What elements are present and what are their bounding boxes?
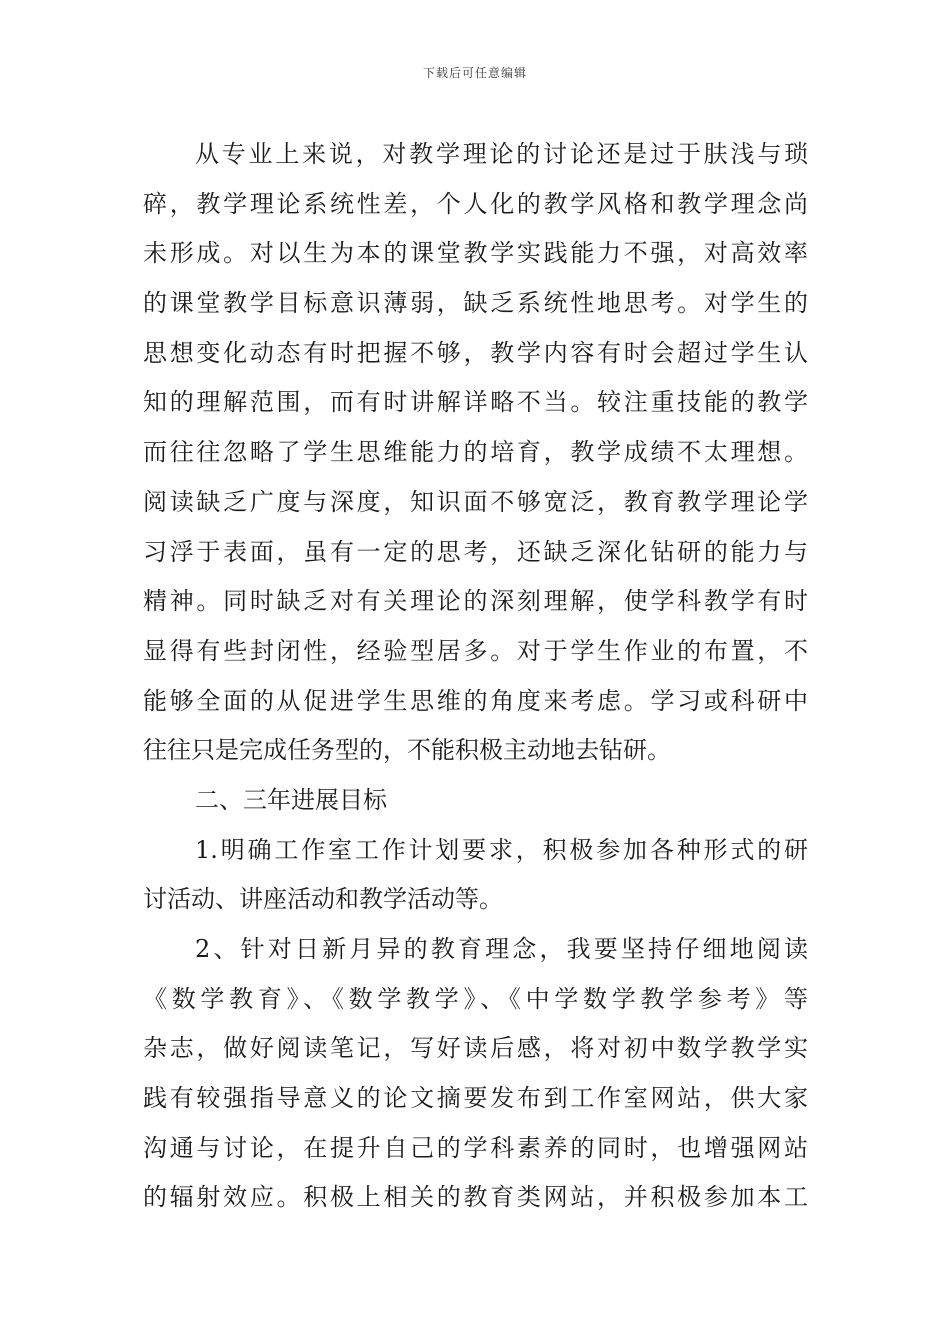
text-line: 的课堂教学目标意识薄弱，缺乏系统性地思考。对学生的	[143, 289, 808, 318]
paragraph-goal-1	[143, 826, 808, 925]
text-line: 杂志，做好阅读笔记，写好读后感，将对初中数学教学实	[143, 1034, 808, 1063]
text-line: 碎，教学理论系统性差，个人化的教学风格和教学理念尚	[143, 189, 808, 218]
text-line: 从专业上来说，对教学理论的讨论还是过于肤浅与琐	[195, 140, 808, 168]
text-line: 践有较强指导意义的论文摘要发布到工作室网站，供大家	[143, 1084, 808, 1113]
text-line: 显得有些封闭性，经验型居多。对于学生作业的布置，不	[143, 636, 808, 665]
text-line: 思想变化动态有时把握不够，教学内容有时会超过学生认	[143, 338, 808, 367]
text-line: 1.明确工作室工作计划要求，积极参加各种形式的研	[195, 835, 808, 864]
text-line: 知的理解范围，而有时讲解详略不当。较注重技能的教学	[143, 388, 808, 417]
text-line: 《数学教育》、《数学教学》、《中学数学教学参考》等	[143, 984, 808, 1013]
text-line: 习浮于表面，虽有一定的思考，还缺乏深化钻研的能力与	[143, 537, 808, 566]
paragraph-goal-2	[143, 925, 808, 1223]
page-header-note: 下载后可任意编辑	[422, 66, 527, 80]
text-line: 精神。同时缺乏对有关理论的深刻理解，使学科教学有时	[143, 587, 808, 616]
text-line: 往往只是完成任务型的，不能积极主动地去钻研。	[143, 736, 671, 765]
text-line: 2、针对日新月异的教育理念，我要坚持仔细地阅读	[195, 935, 808, 963]
text-line: 阅读缺乏广度与深度，知识面不够宽泛，教育教学理论学	[143, 487, 808, 516]
text-line: 讨活动、讲座活动和教学活动等。	[143, 885, 503, 914]
document-body	[143, 130, 808, 1223]
text-line: 沟通与讨论，在提升自己的学科素养的同时，也增强网站	[143, 1133, 808, 1162]
text-line: 能够全面的从促进学生思维的角度来考虑。学习或科研中	[143, 686, 808, 715]
text-line: 而往往忽略了学生思维能力的培育，教学成绩不太理想。	[143, 438, 808, 467]
text-line: 未形成。对以生为本的课堂教学实践能力不强，对高效率	[143, 239, 808, 268]
paragraph-1	[143, 130, 808, 776]
text-line: 的辐射效应。积极上相关的教育类网站，并积极参加本工	[143, 1183, 808, 1212]
section-heading: 二、三年进展目标	[195, 785, 387, 814]
